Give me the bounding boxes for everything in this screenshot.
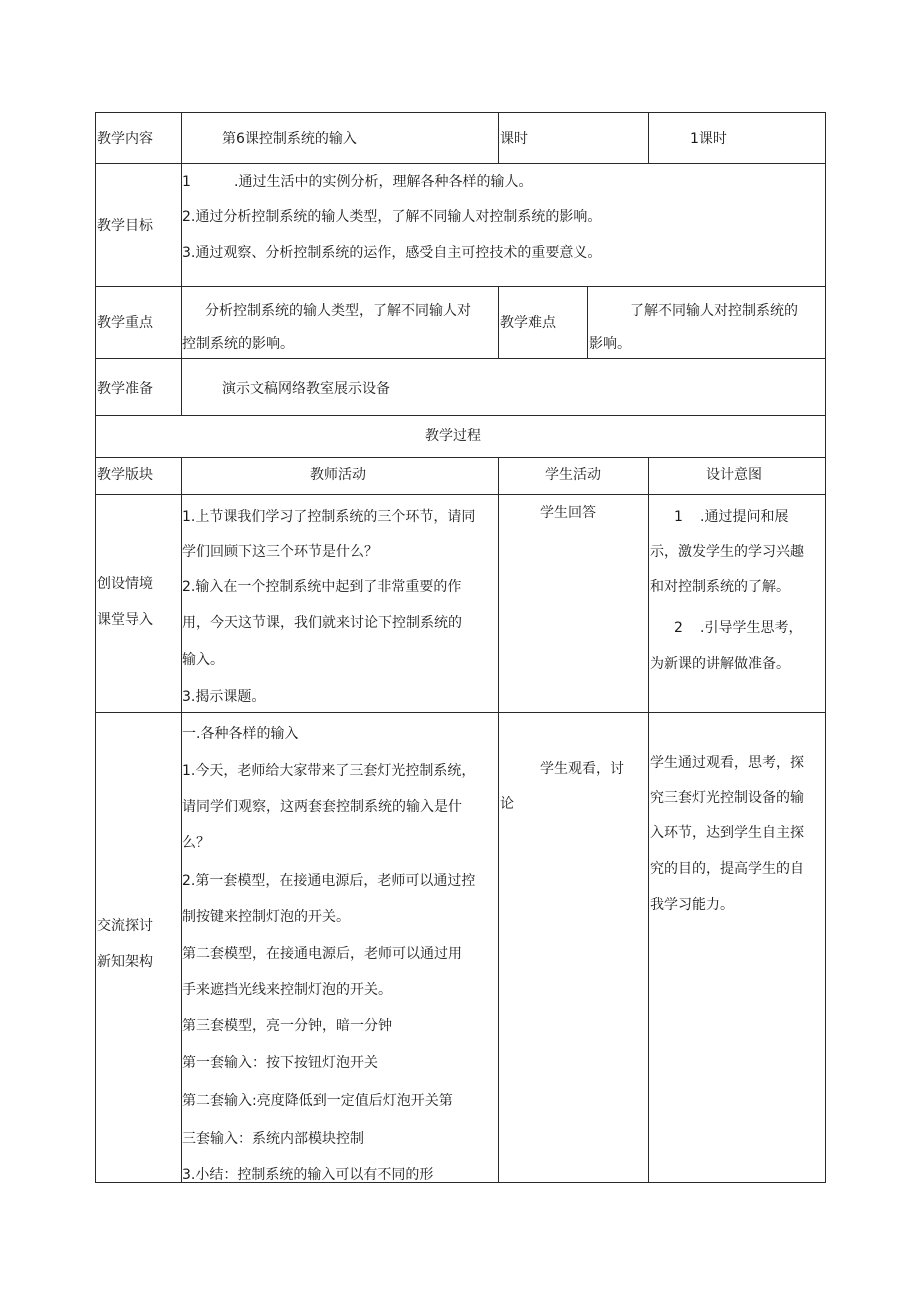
table-divider xyxy=(498,457,499,1183)
student-activity: 学生观看，讨 xyxy=(540,761,624,777)
table-divider xyxy=(95,494,826,495)
teacher-activity-line: 手来遮挡光线来控制灯泡的开关。 xyxy=(182,982,392,998)
intent-line: 究三套灯光控制设备的输 xyxy=(650,790,804,806)
intent-line: 为新课的讲解做准备。 xyxy=(650,656,790,672)
col-header-intent: 设计意图 xyxy=(706,467,762,483)
teacher-activity-line: 第二套输入:亮度降低到一定值后灯泡开关第 xyxy=(182,1093,453,1109)
teacher-activity-line: 一.各种各样的输入 xyxy=(182,726,299,742)
table-divider xyxy=(95,163,826,164)
goal-number: 1 xyxy=(182,174,191,190)
teacher-activity-line: 3.揭示课题。 xyxy=(182,689,266,705)
key-points-text: 控制系统的影响。 xyxy=(182,336,294,352)
table-divider xyxy=(95,457,826,458)
block-name: 新知架构 xyxy=(97,954,153,970)
teacher-activity-line: 1.上节课我们学习了控制系统的三个环节，请同 xyxy=(182,509,476,525)
teacher-activity-line: 制按键来控制灯泡的开关。 xyxy=(182,909,350,925)
col-header-block: 教学版块 xyxy=(97,467,153,483)
process-title: 教学过程 xyxy=(425,428,481,444)
difficult-points-label: 教学难点 xyxy=(500,315,556,331)
teacher-activity-line: 输入。 xyxy=(182,652,224,668)
table-divider xyxy=(648,457,649,1183)
teacher-activity-line: 学们回顾下这三个环节是什么？ xyxy=(182,544,378,560)
intent-line: .通过提问和展 xyxy=(700,509,789,525)
intent-number: 1 xyxy=(674,509,683,525)
table-divider xyxy=(587,286,588,358)
teacher-activity-line: 三套输入：系统内部模块控制 xyxy=(182,1131,364,1147)
intent-line: 学生通过观看，思考，探 xyxy=(650,755,804,771)
table-divider xyxy=(498,112,499,163)
table-divider xyxy=(95,286,826,287)
block-name: 课堂导入 xyxy=(97,612,153,628)
table-divider xyxy=(498,286,499,358)
teacher-activity-line: 第二套模型，在接通电源后，老师可以通过用 xyxy=(182,946,462,962)
table-divider xyxy=(181,457,182,1183)
goal-item: .通过生活中的实例分析，理解各种各样的输人。 xyxy=(234,174,533,190)
intent-number: 2 xyxy=(674,620,683,636)
teacher-activity-line: 3.小结：控制系统的输入可以有不同的形 xyxy=(182,1167,434,1183)
table-divider xyxy=(95,358,826,359)
lesson-title: 第6课控制系统的输入 xyxy=(222,131,357,147)
teacher-activity-line: 请同学们观察，这两套套控制系统的输入是什 xyxy=(182,799,462,815)
intent-line: 入环节，达到学生自主探 xyxy=(650,825,804,841)
teacher-activity-line: 2.第一套模型，在接通电源后，老师可以通过控 xyxy=(182,873,476,889)
table-divider xyxy=(95,712,826,713)
intent-line: .引导学生思考， xyxy=(700,620,803,636)
student-activity: 学生回答 xyxy=(540,505,596,521)
key-points-text: 分析控制系统的输人类型，了解不同输人对 xyxy=(205,303,471,319)
difficult-points-text: 影响。 xyxy=(589,336,631,352)
key-points-label: 教学重点 xyxy=(97,315,153,331)
table-border xyxy=(95,112,826,113)
block-name: 交流探讨 xyxy=(97,918,153,934)
intent-line: 和对控制系统的了解。 xyxy=(650,579,790,595)
goals-label: 教学目标 xyxy=(97,218,153,234)
goal-item: 2.通过分析控制系统的输人类型，了解不同输人对控制系统的影响。 xyxy=(182,209,602,225)
teacher-activity-line: 用，今天这节课，我们就来讨论下控制系统的 xyxy=(182,615,462,631)
student-activity: 论 xyxy=(500,796,514,812)
teacher-activity-line: 第三套模型，亮一分钟，暗一分钟 xyxy=(182,1018,392,1034)
col-header-teacher: 教师活动 xyxy=(310,467,366,483)
teacher-activity-line: 第一套输入：按下按钮灯泡开关 xyxy=(182,1055,378,1071)
difficult-points-text: 了解不同输人对控制系统的 xyxy=(630,303,798,319)
intent-line: 我学习能力。 xyxy=(650,897,734,913)
intent-line: 究的目的，提高学生的自 xyxy=(650,861,804,877)
col-header-student: 学生活动 xyxy=(545,467,601,483)
goal-item: 3.通过观察、分析控制系统的运作，感受自主可控技术的重要意义。 xyxy=(182,245,602,261)
table-border xyxy=(825,112,826,1183)
table-divider xyxy=(648,112,649,163)
prep-label: 教学准备 xyxy=(97,381,153,397)
teacher-activity-line: 1.今天，老师给大家带来了三套灯光控制系统， xyxy=(182,763,476,779)
prep-value: 演示文稿网络教室展示设备 xyxy=(222,381,390,397)
teacher-activity-line: 2.输入在一个控制系统中起到了非常重要的作 xyxy=(182,579,462,595)
intent-line: 示，激发学生的学习兴趣 xyxy=(650,544,804,560)
block-name: 创设情境 xyxy=(97,576,153,592)
table-border xyxy=(95,112,96,1183)
teacher-activity-line: 么？ xyxy=(182,835,210,851)
period-value: 1课时 xyxy=(690,131,727,147)
table-divider xyxy=(181,112,182,415)
content-label: 教学内容 xyxy=(97,131,153,147)
period-label: 课时 xyxy=(500,131,528,147)
table-divider xyxy=(95,415,826,416)
